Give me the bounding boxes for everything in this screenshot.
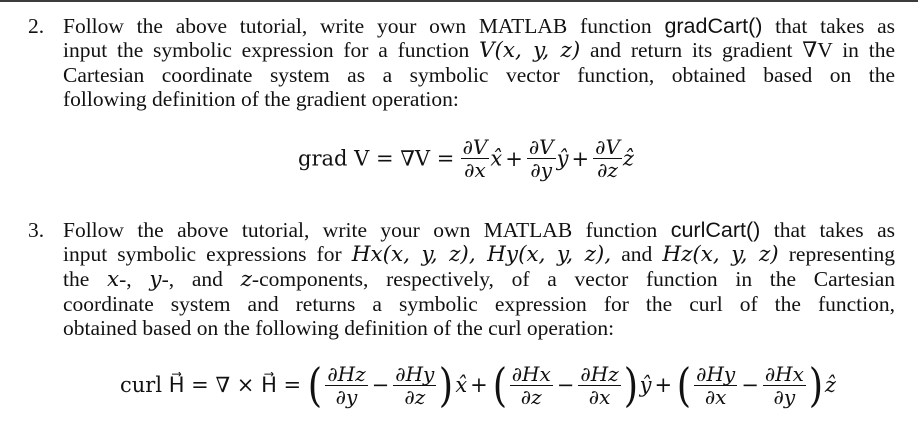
function-name: curlCart() (670, 218, 761, 242)
open-paren: ( (676, 358, 692, 412)
line (63, 14, 895, 38)
denominator: ∂z (404, 384, 426, 409)
operator: + (654, 373, 673, 397)
math-var: x (107, 267, 120, 292)
unit-vector: ẑ (824, 373, 836, 397)
text: and (611, 242, 663, 266)
text: -components, respectively, of a vector function in the Cartesian (251, 267, 895, 291)
line: obtained based on the following definition of the curl operation: (63, 316, 615, 340)
operator: + (505, 146, 523, 171)
open-paren: ( (492, 358, 507, 412)
fraction (593, 136, 622, 181)
text: -, (119, 267, 150, 291)
function-name: gradCart() (664, 14, 763, 38)
math-expression: Hx(x, y, z), Hy(x, y, z), (351, 242, 612, 267)
minus: − (371, 373, 390, 397)
denominator: ∂x (464, 158, 486, 182)
numerator: ∂Hy (395, 361, 435, 386)
item-number: 2. (28, 14, 45, 38)
denominator: ∂y (530, 158, 553, 182)
line (63, 267, 895, 292)
minus: − (556, 373, 575, 397)
math-expression: V(x, y, z) (479, 38, 581, 63)
math-var: z (240, 267, 252, 292)
fraction (461, 136, 490, 181)
text: -, and (161, 267, 241, 291)
unit-vector: x̂ (490, 146, 503, 171)
denominator: ∂y (773, 384, 796, 409)
fraction (510, 363, 553, 408)
line: following definition of the gradient operation: (63, 87, 459, 111)
line (63, 38, 895, 63)
unit-vector: ẑ (622, 146, 634, 171)
gradient-lhs: grad V = ∇V = (298, 146, 455, 171)
fraction (527, 136, 556, 181)
unit-vector: x̂ (455, 373, 468, 397)
denominator: ∂y (335, 384, 358, 409)
numerator: ∂V (528, 135, 554, 159)
fraction (694, 363, 737, 408)
curl-equation (120, 358, 836, 412)
minus: − (741, 373, 759, 397)
text: input symbolic expressions for (63, 242, 352, 266)
unit-vector: ŷ (639, 373, 652, 397)
close-paren: ) (623, 358, 638, 412)
open-paren: ( (308, 358, 323, 412)
question-3-text (63, 218, 895, 340)
line: Cartesian coordinate system as a symbolic vector function, obtained based on the (63, 63, 895, 87)
top-border (0, 0, 918, 2)
numerator: ∂V (462, 135, 488, 159)
text: Follow the above tutorial, write your own MATLAB function (63, 218, 671, 242)
text: representing (778, 242, 896, 266)
denominator: ∂x (704, 384, 727, 409)
denominator: ∂z (520, 384, 542, 409)
denominator: ∂z (597, 158, 618, 182)
line: coordinate system and returns a symbolic expression for the curl of the function, (63, 292, 895, 316)
gradient-equation (298, 136, 634, 181)
line (63, 218, 895, 242)
text: that takes as (762, 14, 895, 38)
numerator: ∂Hx (511, 361, 551, 386)
text: that takes as (760, 218, 895, 242)
text: input the symbolic expression for a function (63, 38, 480, 62)
text: and return its gradient ∇V in the (580, 38, 895, 62)
math-var: y (149, 267, 162, 292)
fraction (325, 363, 367, 408)
numerator: ∂Hz (327, 361, 366, 386)
line (63, 242, 895, 267)
curl-lhs: curl H⃗ = ∇ × H⃗ = (120, 373, 302, 397)
numerator: ∂Hy (696, 361, 736, 386)
numerator: ∂Hz (580, 361, 619, 386)
numerator: ∂V (595, 135, 620, 159)
math-expression: Hz(x, y, z) (662, 242, 779, 267)
question-2-text (63, 14, 895, 111)
fraction (578, 363, 620, 408)
operator: + (571, 146, 590, 171)
unit-vector: ŷ (556, 146, 569, 171)
text: the (63, 267, 107, 291)
close-paren: ) (439, 358, 454, 412)
fraction (393, 363, 436, 408)
fraction (763, 363, 806, 408)
text: Follow the above tutorial, write your own MATLAB function (63, 14, 665, 38)
item-number: 3. (28, 218, 45, 242)
close-paren: ) (808, 358, 824, 412)
denominator: ∂x (588, 384, 611, 409)
operator: + (470, 373, 488, 397)
numerator: ∂Hx (764, 361, 804, 386)
